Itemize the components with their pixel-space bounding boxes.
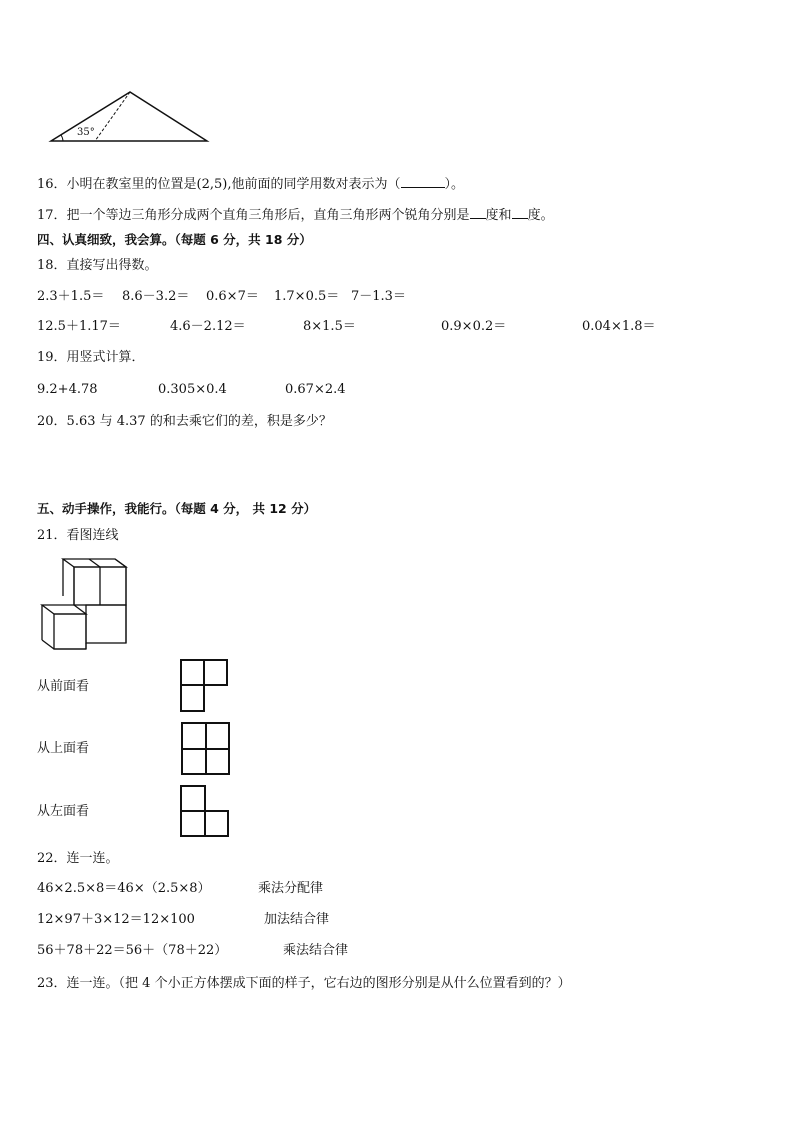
question-21-title: 21．看图连线 (37, 528, 119, 543)
question-20: 20．5.63 与 4.37 的和去乘它们的差，积是多少？ (37, 414, 332, 429)
question-23: 23．连一连。（把 4 个小正方体摆成下面的样子，它右边的图形分别是从什么位置看到的？） (37, 976, 571, 991)
view-label-top: 从上面看 (37, 741, 90, 756)
q17-part2: 度和 (485, 208, 512, 223)
q18-row2-item: 0.04×1.8＝ (582, 319, 656, 334)
q16-after: ）。 (444, 177, 465, 192)
q19-item: 9.2+4.78 (37, 382, 98, 397)
q18-row1-item: 7－1.3＝ (351, 289, 406, 304)
q18-row2-item: 8×1.5＝ (303, 319, 356, 334)
q22-law[interactable]: 乘法分配律 (258, 881, 324, 896)
q22-law[interactable]: 加法结合律 (264, 912, 330, 927)
angle-label: 35° (77, 127, 95, 138)
q16-text: 16．小明在教室里的位置是(2,5),他前面的同学用数对表示为（ (37, 177, 401, 192)
q18-row2-item: 12.5＋1.17＝ (37, 319, 121, 334)
view-label-left: 从左面看 (37, 804, 90, 819)
q22-equation[interactable]: 56＋78＋22＝56＋（78＋22） (37, 943, 228, 958)
section-4-heading: 四、认真细致，我会算。（每题 6 分，共 18 分） (37, 232, 312, 247)
q19-item: 0.67×2.4 (285, 382, 346, 397)
q18-row1-item: 0.6×7＝ (206, 289, 259, 304)
question-18-title: 18．直接写出得数。 (37, 258, 158, 273)
q17-part3: 度。 (527, 208, 554, 223)
q17-part1: 17．把一个等边三角形分成两个直角三角形后，直角三角形两个锐角分别是 (37, 208, 470, 223)
q18-row2-item: 4.6－2.12＝ (170, 319, 246, 334)
q18-row1-item: 1.7×0.5＝ (274, 289, 340, 304)
q18-row1-item: 2.3＋1.5＝ (37, 289, 105, 304)
section-5-heading: 五、动手操作，我能行。（每题 4 分， 共 12 分） (37, 501, 317, 516)
view-label-front: 从前面看 (37, 679, 90, 694)
q18-row1-item: 8.6－3.2＝ (122, 289, 190, 304)
q22-equation[interactable]: 46×2.5×8＝46×（2.5×8） (37, 881, 211, 896)
q22-equation[interactable]: 12×97＋3×12＝12×100 (37, 912, 195, 927)
question-19-title: 19．用竖式计算． (37, 350, 145, 365)
question-22-title: 22．连一连。 (37, 851, 119, 866)
q19-item: 0.305×0.4 (158, 382, 227, 397)
q18-row2-item: 0.9×0.2＝ (441, 319, 507, 334)
q22-law[interactable]: 乘法结合律 (283, 943, 349, 958)
